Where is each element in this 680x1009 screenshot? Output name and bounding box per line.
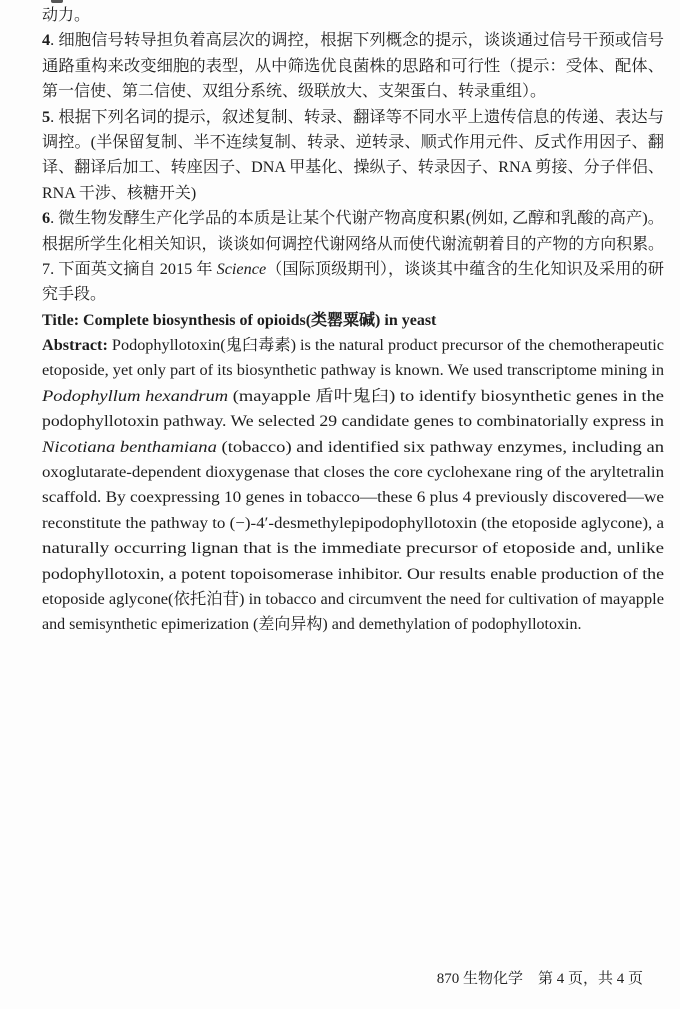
- text-line: [42, 511, 664, 536]
- text-line-content: [42, 460, 664, 485]
- text-line: [42, 460, 664, 485]
- footer-page-number: 第 4 页，共 4 页: [537, 971, 643, 987]
- text-line-content: [42, 308, 436, 333]
- text-line: [42, 130, 664, 155]
- text-run: reconstitute the pathway to (−)-4′-desmethylepipodophyllotoxin (the etoposide aglycone), a: [42, 514, 664, 532]
- text-line-content: [42, 384, 664, 409]
- text-line-content: [42, 54, 664, 79]
- text-line-content: [42, 358, 664, 383]
- text-line: [42, 435, 664, 460]
- text-run: Abstract:: [42, 337, 108, 355]
- text-line: [42, 206, 664, 231]
- text-run: . 根据下列名词的提示，叙述复制、转录、翻译等不同水平上遗传信息的传递、表达与: [50, 108, 664, 126]
- text-line-content: [42, 562, 664, 587]
- page-footer: [437, 968, 643, 990]
- text-line-content: [42, 181, 196, 206]
- text-line-content: [42, 282, 106, 307]
- text-line-content: [42, 232, 664, 257]
- text-run: 动力。: [42, 7, 91, 24]
- text-run: 6: [42, 210, 51, 228]
- text-run: scaffold. By coexpressing 10 genes in tobacco—these 6 plus 4 previously discovered—we: [42, 489, 664, 507]
- text-run: Podophyllum hexandrum: [42, 387, 229, 405]
- text-run: . 微生物发酵生产化学品的本质是让某个代谢产物高度积累(例如, 乙醇和乳酸的高产)。: [50, 210, 665, 228]
- text-run: 调控。(半保留复制、半不连续复制、转录、逆转录、顺式作用元件、反式作用因子、翻: [42, 133, 664, 151]
- text-line: [42, 485, 664, 510]
- text-line: [42, 181, 664, 206]
- text-line-content: [42, 28, 664, 53]
- text-run: 译、翻译后加工、转座因子、DNA 甲基化、操纵子、转录因子、RNA 剪接、分子伴侣、: [42, 159, 664, 177]
- text-line: [42, 409, 664, 434]
- text-line: [42, 384, 664, 409]
- text-run: 根据所学生化相关知识，谈谈如何调控代谢网络从而使代谢流朝着目的产物的方向积累。: [42, 235, 664, 253]
- text-run: Title: Complete biosynthesis of opioids(类罂粟碱) in yeast: [42, 311, 437, 329]
- text-line: [42, 257, 664, 282]
- text-line-content: [42, 333, 664, 358]
- text-line-content: [42, 79, 546, 104]
- text-run: 4: [42, 32, 51, 50]
- text-line: [42, 333, 664, 358]
- text-line-content: [42, 435, 664, 460]
- text-run: etoposide, yet only part of its biosynthetic pathway is known. We used transcriptome mining in: [42, 362, 664, 380]
- text-line-content: [42, 485, 664, 510]
- text-line: [42, 79, 664, 104]
- text-line-content: [42, 511, 664, 536]
- text-run: oxoglutarate-dependent dioxygenase that closes the core cyclohexane ring of the aryltetralin: [42, 464, 665, 482]
- text-run: and semisynthetic epimerization (差向异构) and demethylation of podophyllotoxin.: [42, 616, 582, 634]
- footer-course-code: 870 生物化学: [436, 971, 523, 987]
- text-run: 第一信使、第二信使、双组分系统、级联放大、支架蛋白、转录重组）。: [42, 83, 547, 101]
- text-run: (mayapple 盾叶鬼臼) to identify biosynthetic genes in the: [228, 387, 664, 405]
- text-line: [42, 105, 664, 130]
- text-run: Podophyllotoxin(鬼臼毒素) is the natural product precursor of the chemotherapeutic: [107, 337, 664, 355]
- text-line: [42, 308, 664, 333]
- text-line: [42, 612, 664, 637]
- text-line: [42, 3, 664, 28]
- text-run: (tobacco) and identified six pathway enzymes, including an: [216, 438, 664, 456]
- text-run: naturally occurring lignan that is the immediate precursor of etoposide and, unlike: [42, 540, 664, 558]
- text-run: 通路重构来改变细胞的表型，从中筛选优良菌株的思路和可行性（提示：受体、配体、: [42, 57, 664, 75]
- text-run: （国际顶级期刊），谈谈其中蕴含的生化知识及采用的研: [266, 260, 664, 278]
- text-line-content: [42, 409, 664, 434]
- text-line-content: [42, 587, 664, 612]
- text-run: podophyllotoxin, a potent topoisomerase inhibitor. Our results enable production of the: [42, 565, 664, 583]
- text-run: 究手段。: [42, 286, 107, 304]
- text-line: [42, 28, 664, 53]
- text-run: RNA 干涉、核糖开关): [42, 184, 197, 202]
- text-line-content: [42, 612, 581, 637]
- text-line: [42, 587, 664, 612]
- text-run: etoposide aglycone(依托泊苷) in tobacco and circumvent the need for cultivation of mayapple: [42, 590, 665, 608]
- text-line-content: [42, 3, 90, 28]
- text-line-content: [42, 155, 664, 180]
- text-line: [42, 536, 664, 561]
- text-run: 7. 下面英文摘自 2015 年: [42, 260, 217, 278]
- text-line-content: [42, 130, 664, 155]
- text-run: Nicotiana benthamiana: [42, 438, 217, 456]
- text-line: [42, 155, 664, 180]
- document-body: [42, 3, 664, 638]
- text-line: [42, 232, 664, 257]
- text-line: [42, 358, 664, 383]
- text-line: [42, 562, 664, 587]
- text-run: podophyllotoxin pathway. We selected 29 candidate genes to combinatorially express in: [42, 413, 664, 431]
- text-line-content: [42, 105, 664, 130]
- text-line: [42, 54, 664, 79]
- text-run: . 细胞信号转导担负着高层次的调控，根据下列概念的提示，谈谈通过信号干预或信号: [50, 32, 664, 50]
- text-line-content: [42, 206, 664, 231]
- text-line-content: [42, 536, 664, 561]
- text-line: [42, 282, 664, 307]
- text-run: 5: [42, 108, 51, 126]
- text-line-content: [42, 257, 664, 282]
- text-run: Science: [216, 260, 267, 278]
